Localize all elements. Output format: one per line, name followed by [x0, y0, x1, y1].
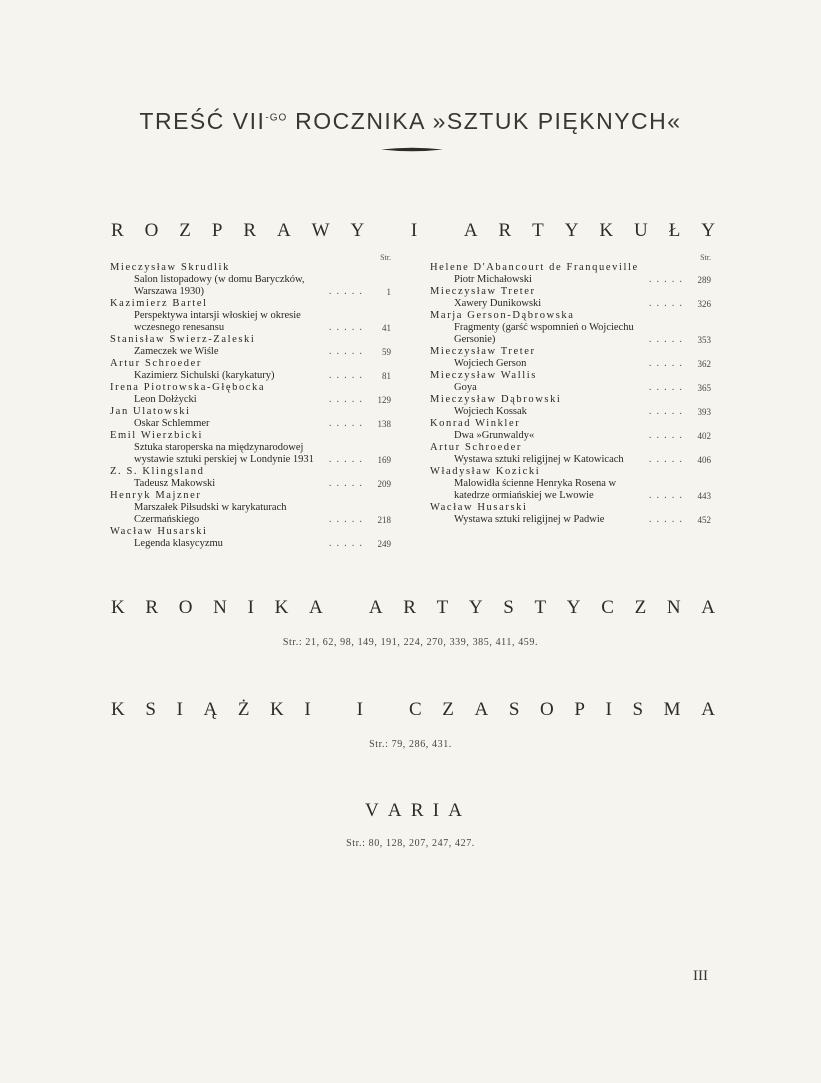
- toc-entry: [110, 442, 391, 466]
- toc-author: Mieczysław Dąbrowski: [430, 394, 562, 405]
- toc-entry-page: 289: [697, 275, 711, 285]
- heading-letter: A: [474, 699, 489, 720]
- str-label: Str.: [380, 253, 391, 262]
- heading-letter: U: [634, 220, 648, 241]
- toc-author: Konrad Winkler: [430, 418, 521, 429]
- leader-dots: .....: [648, 490, 687, 501]
- heading-letter: K: [599, 220, 614, 241]
- heading-letter: C: [408, 699, 422, 720]
- toc-author: Stanisław Swierz-Zaleski: [110, 334, 256, 345]
- toc-entry-page: 59: [382, 347, 391, 357]
- leader-dots: .....: [328, 370, 367, 381]
- toc-entry-page: 402: [697, 431, 711, 441]
- heading-letter: K: [111, 597, 125, 618]
- heading-letter: S: [508, 699, 520, 720]
- heading-letter: P: [211, 220, 223, 241]
- leader-dots: .....: [328, 514, 367, 525]
- toc-entry-title: Legenda klasycyzmu: [134, 538, 223, 549]
- toc-entry-page: 362: [697, 359, 711, 369]
- heading-letter: A: [448, 800, 462, 821]
- toc-author: Wacław Husarski: [430, 502, 528, 513]
- heading-letter: V: [365, 800, 379, 821]
- toc-entry-title: Dwa »Grunwaldy«: [454, 430, 535, 441]
- toc-entry-title: Wystawa sztuki religijnej w Katowicach: [454, 454, 624, 465]
- toc-entry: [430, 358, 711, 370]
- title-rest: ROCZNIKA »SZTUK PIĘKNYCH«: [287, 108, 682, 134]
- heading-letter: M: [663, 699, 681, 720]
- heading-letter: S: [632, 699, 644, 720]
- leader-dots: .....: [648, 406, 687, 417]
- toc-entry-title: Marszałek Piłsudski w karykaturach Czermańskiego: [134, 502, 287, 525]
- toc-entry-page: 365: [697, 383, 711, 393]
- heading-letter: I: [432, 800, 440, 821]
- toc-entry: [430, 298, 711, 310]
- heading-letter: Y: [701, 220, 715, 241]
- heading-letter: R: [403, 597, 416, 618]
- heading-letter: S: [503, 597, 514, 618]
- toc-entry-title: Wystawa sztuki religijnej w Padwie: [454, 514, 605, 525]
- heading-letter: Y: [350, 220, 365, 241]
- toc-entry: [110, 394, 391, 406]
- heading-letter: Ł: [668, 220, 681, 241]
- heading-letter: I: [410, 220, 418, 241]
- toc-entry-page: 218: [377, 515, 391, 525]
- toc-entry-title: Fragmenty (garść wspomnień o Wojciechu Gersonie): [454, 322, 634, 345]
- toc-entry-page: 393: [697, 407, 711, 417]
- heading-letter: A: [387, 800, 402, 821]
- heading-letter: I: [304, 699, 311, 720]
- heading-letter: [385, 220, 390, 242]
- leader-dots: .....: [648, 514, 687, 525]
- toc-entry-page: 353: [697, 335, 711, 345]
- heading-letter: T: [534, 597, 547, 618]
- heading-letter: I: [356, 699, 363, 720]
- toc-entry: [110, 346, 391, 358]
- page-number: III: [693, 968, 708, 984]
- toc-entry: [430, 454, 711, 466]
- heading-letter: R: [498, 220, 512, 241]
- title-sup: -GO: [265, 112, 288, 124]
- heading-letter: A: [368, 597, 383, 618]
- toc-entry-page: 169: [377, 455, 391, 465]
- toc-entry-title: Wojciech Kossak: [454, 406, 527, 417]
- heading-letter: W: [311, 220, 330, 241]
- leader-dots: .....: [328, 478, 367, 489]
- heading-letter: A: [701, 699, 715, 720]
- toc-entry-page: 81: [382, 371, 391, 381]
- toc-entry: [430, 430, 711, 442]
- heading-letter: R: [111, 220, 124, 241]
- toc-entry: [430, 478, 711, 502]
- leader-dots: .....: [648, 454, 687, 465]
- heading-letter: N: [213, 597, 227, 618]
- toc-entry: [110, 310, 391, 334]
- toc-entry-page: 443: [697, 491, 711, 501]
- toc-author: Artur Schroeder: [430, 442, 522, 453]
- leader-dots: .....: [648, 382, 687, 393]
- toc-author: Marja Gerson-Dąbrowska: [430, 310, 575, 321]
- toc-author: Emil Wierzbicki: [110, 430, 204, 441]
- toc-entry: [430, 514, 711, 526]
- toc-entry-title: Kazimierz Sichulski (karykatury): [134, 370, 275, 381]
- heading-letter: Y: [566, 597, 581, 618]
- heading-letter: K: [274, 597, 289, 618]
- leader-dots: .....: [648, 430, 687, 441]
- ornament-rule: [381, 146, 443, 153]
- heading-letter: Y: [468, 597, 483, 618]
- toc-author: Mieczysław Wallis: [430, 370, 537, 381]
- toc-entry: [110, 502, 391, 526]
- toc-entry-title: Xawery Dunikowski: [454, 298, 542, 309]
- heading-letter: [384, 699, 389, 721]
- kronika-pages: Str.: 21, 62, 98, 149, 191, 224, 270, 339, 385, 411, 459.: [282, 637, 539, 648]
- toc-entry: [430, 274, 711, 286]
- toc-author: Helene D'Abancourt de Franqueville: [430, 262, 639, 273]
- page-title: [0, 108, 821, 135]
- toc-column-left: [110, 252, 391, 550]
- heading-letter: O: [178, 597, 193, 618]
- heading-letter: K: [270, 699, 284, 720]
- heading-letter: C: [601, 597, 614, 618]
- section-heading-rozprawy: [111, 220, 715, 242]
- leader-dots: .....: [648, 358, 687, 369]
- toc-entry-page: 209: [377, 479, 391, 489]
- heading-letter: T: [532, 220, 544, 241]
- section-heading-varia: [365, 800, 462, 822]
- toc-entry-page: 1: [386, 287, 391, 297]
- leader-dots: .....: [328, 286, 367, 297]
- toc-entry-page: 326: [697, 299, 711, 309]
- toc-entry-title: Leon Dołżycki: [134, 394, 197, 405]
- toc-entry-title: Oskar Schlemmer: [134, 418, 210, 429]
- heading-letter: I: [605, 699, 612, 720]
- section-heading-ksiazki: [111, 699, 715, 721]
- heading-letter: [343, 597, 348, 619]
- toc-entry-title: Sztuka staroperska na międzynarodowej wystawie sztuki perskiej w Londynie 1931: [134, 442, 314, 465]
- heading-letter: T: [436, 597, 449, 618]
- heading-letter: R: [145, 597, 159, 618]
- heading-letter: R: [410, 800, 424, 821]
- toc-entry-title: Zameczek we Wiśle: [134, 346, 219, 357]
- heading-letter: R: [243, 220, 257, 241]
- ksiazki-pages: Str.: 79, 286, 431.: [369, 739, 452, 750]
- toc-entry: [110, 478, 391, 490]
- varia-pages: Str.: 80, 128, 207, 247, 427.: [346, 838, 475, 849]
- toc-author: Mieczysław Treter: [430, 346, 536, 357]
- toc-entry: [110, 418, 391, 430]
- heading-letter: P: [574, 699, 585, 720]
- heading-letter: A: [463, 220, 478, 241]
- str-label: Str.: [700, 253, 711, 262]
- leader-dots: .....: [648, 334, 687, 345]
- toc-entry-title: Tadeusz Makowski: [134, 478, 216, 489]
- heading-letter: Ą: [203, 699, 218, 720]
- leader-dots: .....: [328, 538, 367, 549]
- leader-dots: .....: [328, 346, 367, 357]
- toc-entry: [110, 274, 391, 298]
- heading-letter: N: [666, 597, 681, 618]
- toc-entry-page: 249: [377, 539, 391, 549]
- heading-letter: Y: [564, 220, 579, 241]
- heading-letter: I: [247, 597, 254, 618]
- toc-author: Mieczysław Treter: [430, 286, 536, 297]
- toc-author: Henryk Majzner: [110, 490, 202, 501]
- toc-entry-page: 406: [697, 455, 711, 465]
- heading-letter: Z: [179, 220, 191, 241]
- leader-dots: .....: [328, 418, 367, 429]
- leader-dots: .....: [328, 394, 367, 405]
- toc-author: Władysław Kozicki: [430, 466, 541, 477]
- toc-entry-page: 41: [382, 323, 391, 333]
- leader-dots: .....: [648, 298, 687, 309]
- leader-dots: .....: [328, 322, 367, 333]
- toc-entry: [430, 406, 711, 418]
- heading-letter: O: [540, 699, 554, 720]
- section-heading-kronika: [111, 597, 715, 619]
- leader-dots: .....: [328, 454, 367, 465]
- heading-letter: [438, 220, 443, 242]
- toc-entry-page: 452: [697, 515, 711, 525]
- heading-letter: [331, 699, 336, 721]
- toc-entry-page: 129: [377, 395, 391, 405]
- heading-letter: K: [111, 699, 125, 720]
- toc-entry-title: Wojciech Gerson: [454, 358, 527, 369]
- toc-author: Z. S. Klingsland: [110, 466, 205, 477]
- toc-column-right: [430, 252, 711, 526]
- heading-letter: A: [701, 597, 715, 618]
- toc-entry: [430, 382, 711, 394]
- toc-entry-page: 138: [377, 419, 391, 429]
- toc-entry: [110, 370, 391, 382]
- toc-entry: [110, 538, 391, 550]
- toc-entry-title: Piotr Michałowski: [454, 274, 532, 285]
- toc-author: Irena Piotrowska-Głębocka: [110, 382, 266, 393]
- toc-author: Jan Ulatowski: [110, 406, 191, 417]
- toc-entry-title: Salon listopadowy (w domu Baryczków, Warszawa 1930): [134, 274, 305, 297]
- heading-letter: Ż: [237, 699, 250, 720]
- toc-author: Mieczysław Skrudlik: [110, 262, 230, 273]
- heading-letter: I: [176, 699, 183, 720]
- toc-entry-title: Malowidła ścienne Henryka Rosena w katedrze ormiańskiej we Lwowie: [454, 478, 617, 501]
- toc-entry: [430, 322, 711, 346]
- heading-letter: S: [145, 699, 156, 720]
- heading-letter: A: [308, 597, 323, 618]
- heading-letter: Z: [634, 597, 647, 618]
- title-main: TREŚĆ VII: [139, 108, 266, 134]
- leader-dots: .....: [648, 274, 687, 285]
- toc-entry-title: Perspektywa intarsji włoskiej w okresie wczesnego renesansu: [134, 310, 301, 333]
- toc-author: Artur Schroeder: [110, 358, 202, 369]
- heading-letter: Z: [442, 699, 454, 720]
- toc-entry-title: Goya: [454, 382, 477, 393]
- toc-author: Kazimierz Bartel: [110, 298, 208, 309]
- heading-letter: O: [144, 220, 159, 241]
- toc-author: Wacław Husarski: [110, 526, 208, 537]
- heading-letter: A: [276, 220, 291, 241]
